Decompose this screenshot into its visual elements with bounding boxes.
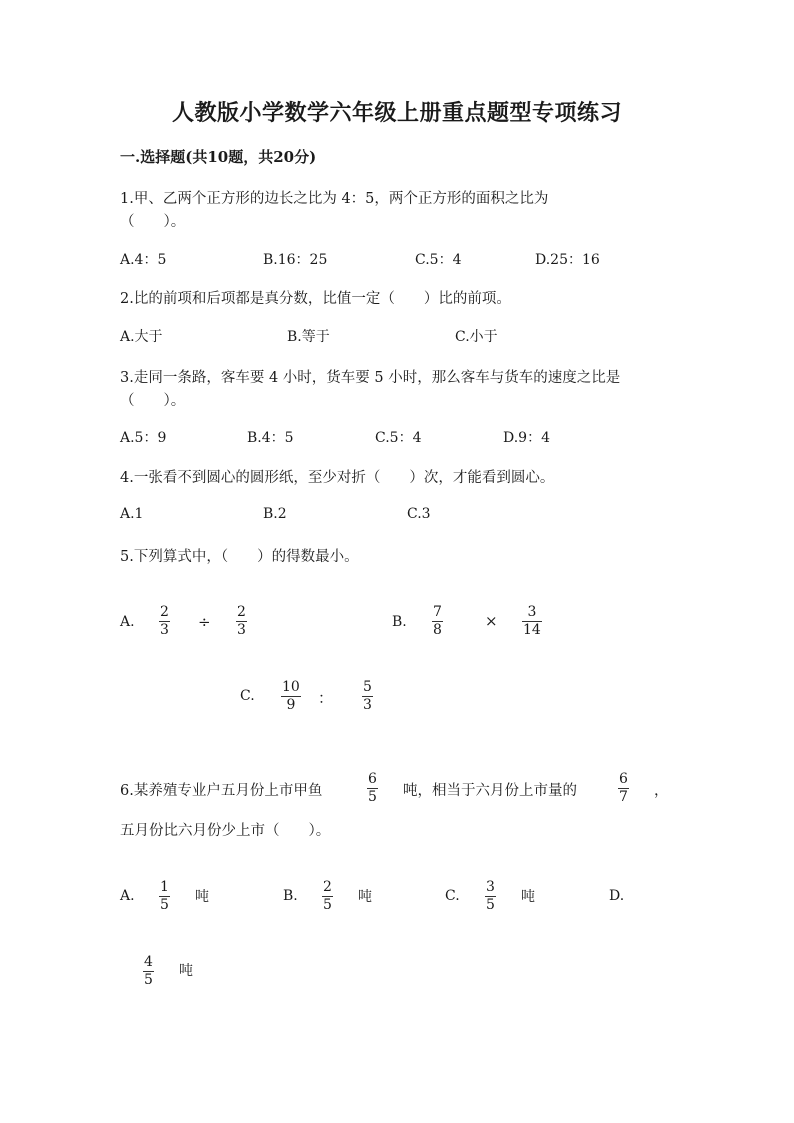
numerator: 5 bbox=[363, 679, 372, 695]
q3-option-c[interactable]: C.5：4 bbox=[375, 430, 422, 446]
question-6-text-part-1: 6.某养殖专业户五月份上市甲鱼 bbox=[120, 783, 323, 799]
numerator: 6 bbox=[368, 771, 377, 787]
q5-option-c-label[interactable]: C. bbox=[240, 688, 255, 704]
numerator: 6 bbox=[619, 771, 628, 787]
q1-option-b[interactable]: B.16：25 bbox=[263, 252, 328, 268]
numerator: 2 bbox=[237, 604, 246, 620]
question-6-blank: 五月份比六月份少上市（ ）。 bbox=[120, 823, 331, 839]
question-3-blank: （ ）。 bbox=[120, 393, 186, 409]
denominator: 5 bbox=[368, 789, 377, 805]
q3-option-a[interactable]: A.5：9 bbox=[120, 430, 167, 446]
question-1-blank: （ ）。 bbox=[120, 214, 186, 230]
numerator: 2 bbox=[160, 604, 169, 620]
question-5-text: 5.下列算式中，（ ）的得数最小。 bbox=[120, 549, 359, 565]
q4-option-b[interactable]: B.2 bbox=[263, 506, 287, 522]
numerator: 1 bbox=[160, 879, 169, 895]
q5-option-b-fraction-1 bbox=[432, 605, 443, 638]
q1-option-a[interactable]: A.4：5 bbox=[120, 252, 167, 268]
q5-option-b-label[interactable]: B. bbox=[392, 614, 407, 630]
q2-option-c[interactable]: C.小于 bbox=[455, 329, 498, 345]
q6-option-c-fraction bbox=[485, 880, 496, 913]
denominator: 5 bbox=[486, 897, 495, 913]
q6-option-a-label[interactable]: A. bbox=[120, 888, 135, 904]
q6-option-b-unit: 吨 bbox=[358, 889, 372, 905]
numerator: 4 bbox=[144, 954, 153, 970]
denominator: 14 bbox=[523, 622, 541, 638]
q3-option-d[interactable]: D.9：4 bbox=[503, 430, 550, 446]
numerator: 3 bbox=[486, 879, 495, 895]
q6-option-d-label[interactable]: D. bbox=[609, 888, 625, 904]
q5-option-a-label[interactable]: A. bbox=[120, 614, 135, 630]
q6-option-d-fraction bbox=[143, 955, 154, 988]
q6-option-a-fraction bbox=[159, 880, 170, 913]
numerator: 7 bbox=[433, 604, 442, 620]
question-3-text: 3.走同一条路，客车要 4 小时，货车要 5 小时，那么客车与货车的速度之比是 bbox=[120, 370, 621, 386]
q5-option-b-fraction-2 bbox=[522, 605, 542, 638]
q6-option-c-label[interactable]: C. bbox=[445, 888, 460, 904]
denominator: 5 bbox=[144, 972, 153, 988]
q1-option-d[interactable]: D.25：16 bbox=[535, 252, 600, 268]
ratio-sign: ： bbox=[318, 689, 334, 707]
question-1-text: 1.甲、乙两个正方形的边长之比为 4：5，两个正方形的面积之比为 bbox=[120, 191, 549, 207]
numerator: 3 bbox=[527, 604, 537, 620]
numerator: 10 bbox=[282, 679, 300, 695]
q4-option-c[interactable]: C.3 bbox=[407, 506, 431, 522]
denominator: 3 bbox=[160, 622, 169, 638]
question-6-text-part-2: 吨，相当于六月份上市量的 bbox=[403, 783, 577, 799]
q6-fraction-2 bbox=[618, 772, 629, 805]
q3-option-b[interactable]: B.4：5 bbox=[247, 430, 294, 446]
q6-option-c-unit: 吨 bbox=[521, 889, 535, 905]
denominator: 3 bbox=[363, 697, 372, 713]
question-6-text-part-3: ， bbox=[654, 783, 669, 799]
multiply-sign: × bbox=[485, 612, 498, 630]
divide-sign: ÷ bbox=[198, 613, 211, 631]
q5-option-c-fraction-2 bbox=[362, 680, 373, 713]
denominator: 5 bbox=[160, 897, 169, 913]
q2-option-a[interactable]: A.大于 bbox=[120, 329, 163, 345]
question-2-text: 2.比的前项和后项都是真分数，比值一定（ ）比的前项。 bbox=[120, 291, 511, 307]
q6-option-b-fraction bbox=[322, 880, 333, 913]
denominator: 9 bbox=[286, 697, 296, 713]
q1-option-c[interactable]: C.5：4 bbox=[415, 252, 462, 268]
page-title: 人教版小学数学六年级上册重点题型专项练习 bbox=[171, 100, 622, 126]
q6-option-b-label[interactable]: B. bbox=[283, 888, 298, 904]
q2-option-b[interactable]: B.等于 bbox=[287, 329, 330, 345]
denominator: 3 bbox=[237, 622, 246, 638]
q4-option-a[interactable]: A.1 bbox=[120, 506, 144, 522]
q6-option-d-unit: 吨 bbox=[179, 963, 193, 979]
denominator: 5 bbox=[323, 897, 332, 913]
numerator: 2 bbox=[323, 879, 332, 895]
q5-option-a-fraction-1 bbox=[159, 605, 170, 638]
denominator: 7 bbox=[619, 789, 628, 805]
q6-fraction-1 bbox=[367, 772, 378, 805]
q5-option-c-fraction-1 bbox=[281, 680, 301, 713]
section-heading: 一.选择题(共10题，共20分) bbox=[120, 148, 317, 166]
q5-option-a-fraction-2 bbox=[236, 605, 247, 638]
denominator: 8 bbox=[433, 622, 442, 638]
question-4-text: 4.一张看不到圆心的圆形纸，至少对折（ ）次，才能看到圆心。 bbox=[120, 470, 555, 486]
q6-option-a-unit: 吨 bbox=[195, 889, 209, 905]
